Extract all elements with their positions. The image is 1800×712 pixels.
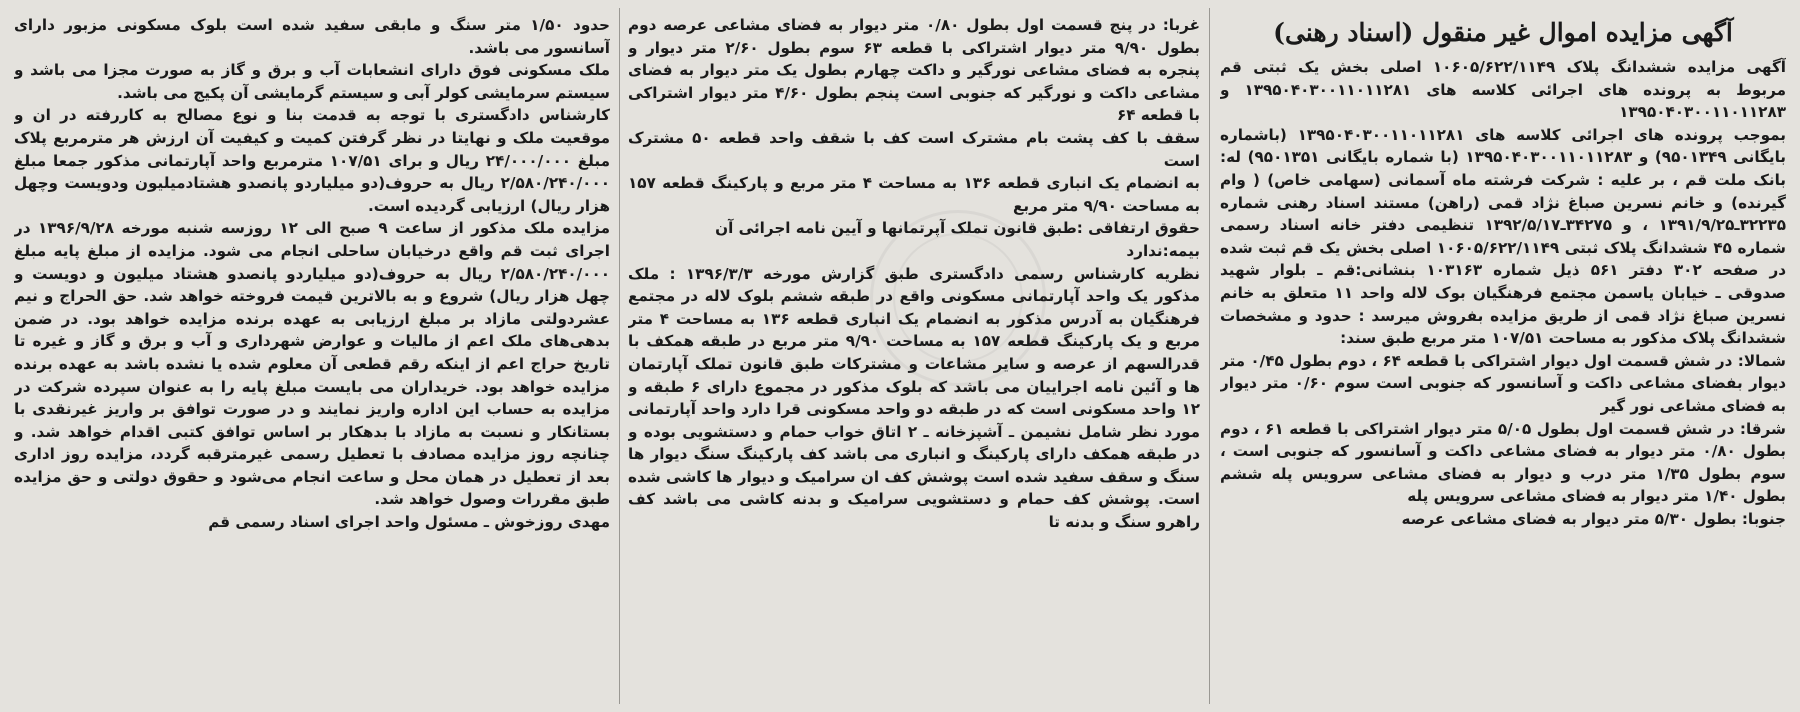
paragraph-auction-terms: مزایده ملک مذکور از ساعت ۹ صبح الی ۱۲ روزسه شنبه مورخه ۱۳۹۶/۹/۲۸ در اجرای ثبت قم واقع درخیابان ساحلی انجام می شود. مزایده از مبلغ پایه مبلغ ۲/۵۸۰/۲۴۰/۰۰۰ ریال به حروف(دو میلیاردو پانصدو هشتاد میلیون و دویست و چهل هزار ریال) شروع و به بالاترین قیمت فروخته خواهد شد. حق الحراج و نیم عشردولتی مازاد بر مبلغ ارزیابی به عهده برنده مزایده خواهد بود. در ضمن بدهی‌های ملک اعم از مالیات و عوارض شهرداری و آب و برق و گاز و غیره تا تاریخ حراج اعم از اینکه رقم قطعی آن معلوم شده یا نشده باشد به عهده برنده مزایده خواهد بود. خریداران می بایست مبلغ پایه را به عنوان سپرده شرکت در مزایده به حساب این اداره واریز نمایند و در صورت توافق بر واریز غیرنقدی با بستانکار و نسبت به مازاد با بدهکار بر اساس توافق کتبی اقدام خواهد شد. و چنانچه روز مزایده مصادف با تعطیل رسمی غیرمترقبه گردد، مزایده روز اداری بعد از تعطیل در همان محل و ساعت انجام می‌شود و حقوق دولتی و حق مزایده طبق مقررات وصول خواهد شد. [14, 219, 610, 509]
signature: مهدی روزخوش ـ مسئول واحد اجرای اسناد رسمی قم [208, 513, 610, 532]
paragraph-north-boundary: شمالا: در شش قسمت اول دیوار اشتراکی با قطعه ۶۴ ، دوم بطول ۰/۴۵ متر دیوار بفضای مشاعی داکت و آسانسور که جنوبی است سوم ۰/۶۰ متر دیوار به فضای مشاعی نور گیر [1220, 351, 1786, 415]
paragraph-utilities: ملک مسکونی فوق دارای انشعابات آب و برق و گاز به صورت مجزا می باشد و سیستم سرمایشی کولر آبی و سیستم گرمایشی آن پکیج می باشد. [14, 61, 610, 102]
paragraph-south-boundary: جنوبا: بطول ۵/۳۰ متر دیوار به فضای مشاعی عرصه [1401, 509, 1786, 528]
column-right [1220, 14, 1786, 700]
paragraph-east-boundary: شرقا: در شش قسمت اول بطول ۵/۰۵ متر دیوار اشتراکی با قطعه ۶۱ ، دوم بطول ۰/۸۰ متر دیوار به فضای مشاعی داکت و آسانسور که جنوبی است ، سوم بطول ۱/۳۵ متر درب و دیوار به فضای مشاعی سرویس پله ششم بطول ۱/۴۰ متر دیوار به فضای مشاعی سرویس پله [1220, 419, 1786, 506]
paragraph-insurance: بیمه:ندارد [1126, 241, 1200, 260]
paragraph-easement: حقوق ارتفاقی :طبق قانون تملک آپرتمانها و آیین نامه اجرائی آن [715, 219, 1200, 238]
column-divider [619, 8, 620, 704]
paragraph-storage-parking: به انضمام یک انباری قطعه ۱۳۶ به مساحت ۴ متر مربع و پارکینگ قطعه ۱۵۷ به مساحت ۹/۹۰ متر مربع [628, 174, 1200, 215]
paragraph-west-boundary: غربا: در پنج قسمت اول بطول ۰/۸۰ متر دیوار به فضای مشاعی عرصه دوم بطول ۹/۹۰ متر دیوار اشتراکی با قطعه ۶۳ سوم بطول ۲/۶۰ متر دیوار و پنجره به فضای مشاعی نورگیر و داکت چهارم بطول یک متر دیوار به فضای مشاعی داکت و نورگیر که جنوبی است پنجم بطول ۴/۶۰ متر دیوار اشتراکی با قطعه ۶۴ [628, 16, 1200, 125]
paragraph-expert-opinion: نظریه کارشناس رسمی دادگستری طبق گزارش مورخه ۱۳۹۶/۳/۳ : ملک مذکور یک واحد آپارتمانی مسکونی واقع در طبقه ششم بلوک لاله در مجتمع فرهنگیان به آدرس مذکور به انضمام یک انباری قطعه ۱۳۶ به مساحت ۴ متر مربع و یک پارکینگ قطعه ۱۵۷ به مساحت ۹/۹۰ متر مربع در طبقه همکف با قدرالسهم از عرصه و سایر مشاعات و مشترکات طبق قانون تملک آپارتمان ها و آئین نامه اجراییان می باشد که بلوک مذکور در مجموع دارای ۶ طبقه و ۱۲ واحد مسکونی است که در طبقه دو واحد مسکونی قرا دارد واحد آپارتمانی مورد نظر شامل نشیمن ـ آشپزخانه ـ ۲ اتاق خواب حمام و دستشویی بوده و در طبقه همکف دارای پارکینگ و انباری می باشد کف پارکینگ سنگ دیوار ها سنگ و سقف سفید شده است پوشش کف ان سرامیک و دیوار ها کاشی شده است. پوشش کف حمام و دستشویی سرامیک و بدنه کاشی می باشد کف راهرو سنگ و بدنه تا [628, 264, 1200, 532]
column-middle [628, 14, 1200, 700]
paragraph-valuation: کارشناس دادگستری با توجه به قدمت بنا و نوع مصالح به کاررفته در ان و موقعیت ملک و نهایتا در نظر گرفتن کمیت و کیفیت آن ارزش هر مترمربع پلاک مبلغ ۲۴/۰۰۰/۰۰۰ ریال و برای ۱۰۷/۵۱ مترمربع واحد آپارتمانی مذکور جمعا مبلغ ۲/۵۸۰/۲۴۰/۰۰۰ ریال به حروف(دو میلیاردو پانصدو هشتادمیلیون ودویست وچهل هزار ریال) ارزیابی گردیده است. [14, 106, 610, 215]
paragraph-ceiling: سقف با کف پشت بام مشترک است کف با شقف واحد قطعه ۵۰ مشترک است [628, 128, 1200, 170]
column-left [14, 14, 610, 700]
paragraph-intro: آگهی مزایده ششدانگ پلاک ۱۰۶۰۵/۶۲۲/۱۱۴۹ اصلی بخش یک ثبتی قم مربوط به پرونده های اجرائی کلاسه های ۱۳۹۵۰۴۰۳۰۰۱۱۰۱۱۲۸۱ و ۱۳۹۵۰۴۰۳۰۰۱۱۰۱۱۲۸۳ [1220, 58, 1786, 122]
paragraph-case-details: بموجب پرونده های اجرائی کلاسه های ۱۳۹۵۰۴۰۳۰۰۱۱۰۱۱۲۸۱ (باشماره بایگانی ۹۵۰۱۳۴۹) و ۱۳۹۵۰۴۰۳۰۰۱۱۰۱۱۲۸۳ (با شماره بایگانی ۹۵۰۱۳۵۱) له: بانک ملت قم ، بر علیه : شرکت فرشته ماه آسمانی (سهامی خاص) ( وام گیرنده) و خانم نسرین صباغ نژاد قمی (راهن) مستند اسناد رهنی شماره ۳۲۲۳۵ـ۱۳۹۱/۹/۲۵ ، و ۳۴۲۷۵ـ۱۳۹۲/۵/۱۷ تنظیمی دفتر خانه اسناد رسمی شماره ۴۵ ششدانگ پلاک ثبتی ۱۰۶۰۵/۶۲۲/۱۱۴۹ اصلی بخش یک قم ثبت شده در صفحه ۳۰۲ دفتر ۵۶۱ ذیل شماره ۱۰۳۱۶۳ بنشانی:قم ـ بلوار شهید صدوقی ـ خیابان یاسمن مجتمع فرهنگیان بوک لاله واحد ۱۱ متعلق به خانم نسرین صباغ نژاد قمی از طریق مزایده بفروش میرسد : حدود و مشخصات ششدانگ پلاک مذکور به مساحت ۱۰۷/۵۱ متر مربع طبق سند: [1220, 125, 1786, 348]
paragraph-elevator: حدود ۱/۵۰ متر سنگ و مابقی سفید شده است بلوک مسکونی مزبور دارای آسانسور می باشد. [14, 16, 610, 57]
column-divider [1209, 8, 1210, 704]
notice-title: آگهی مزایده اموال غیر منقول (اسناد رهنی) [1273, 18, 1733, 47]
